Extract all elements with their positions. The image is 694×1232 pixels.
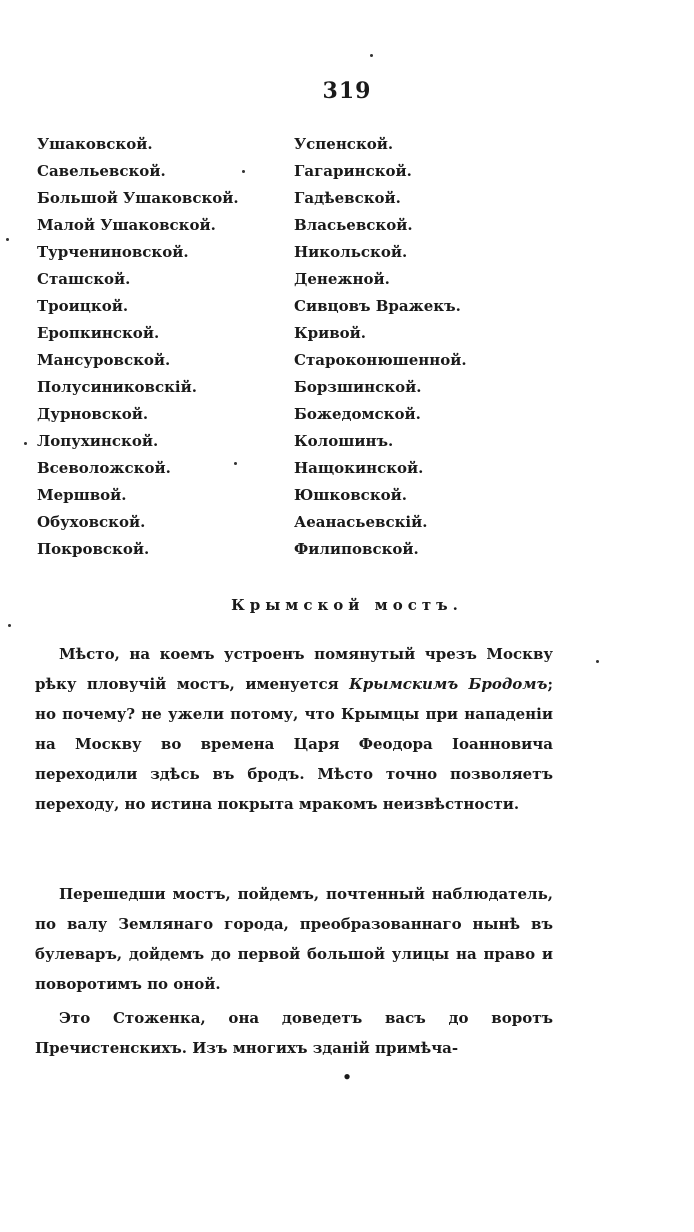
street-item: Аеанасьевскiй. xyxy=(294,513,428,531)
print-speck xyxy=(6,238,9,241)
street-item: Мершвой. xyxy=(37,486,127,504)
street-item: Староконюшенной. xyxy=(294,351,467,369)
print-speck xyxy=(596,660,599,663)
street-item: Еропкинской. xyxy=(37,324,160,342)
street-item: Всеволожской. xyxy=(37,459,171,477)
street-item: Сташской. xyxy=(37,270,131,288)
street-item: Покровской. xyxy=(37,540,150,558)
paragraph-stozhenka: Это Стоженка, она доведетъ васъ до воротъ Пречистенскихъ. Изъ многихъ зданiй примѣча- xyxy=(35,1009,553,1057)
street-item: Гадѣевской. xyxy=(294,189,401,207)
street-item: Божедомской. xyxy=(294,405,421,423)
street-item: Турчениновской. xyxy=(37,243,189,261)
street-item: Дурновской. xyxy=(37,405,149,423)
signature-mark: • xyxy=(342,1068,352,1086)
street-item: Успенской. xyxy=(294,135,394,153)
street-list-left xyxy=(37,131,239,563)
paragraph-crimean-ford xyxy=(35,639,553,819)
print-speck xyxy=(370,54,373,57)
street-item: Колошинъ. xyxy=(294,432,394,450)
street-item: Лопухинской. xyxy=(37,432,159,450)
street-item: Ушаковской. xyxy=(37,135,153,153)
street-item: Филиповской. xyxy=(294,540,419,558)
street-item: Большой Ушаковской. xyxy=(37,189,239,207)
street-item: Денежной. xyxy=(294,270,390,288)
paragraph-boulevard: Перешедши мостъ, пойдемъ, почтенный наблюдатель, по валу Землянаго города, преобразованнаго нынѣ въ булеваръ, дойдемъ до первой большой улицы на право и поворотимъ по оной. xyxy=(35,885,553,993)
street-item: Кривой. xyxy=(294,324,367,342)
street-item: Борзшинской. xyxy=(294,378,422,396)
street-item: Обуховской. xyxy=(37,513,146,531)
print-speck xyxy=(234,462,237,465)
print-speck xyxy=(24,442,27,445)
italic-place-name: Крымскимъ Бродомъ xyxy=(349,675,548,693)
street-item: Сивцовъ Вражекъ. xyxy=(294,297,461,315)
paragraph-text: Мѣсто, на коемъ устроенъ помянутый чрезъ Москву рѣку пловучiй мостъ, именуется xyxy=(35,645,553,693)
street-item: Гагаринской. xyxy=(294,162,412,180)
street-item: Нащокинской. xyxy=(294,459,424,477)
street-item: Власьевской. xyxy=(294,216,413,234)
paragraph-text: ; но почему? не ужели потому, что Крымцы при нападенiи на Москву во времена Царя Феодора Iоанновича переходили здѣсь въ бродъ. Мѣсто точно позволяетъ переходу, но истина покрыта мракомъ неизвѣстности. xyxy=(35,675,553,813)
print-speck xyxy=(8,624,11,627)
street-item: Савельевской. xyxy=(37,162,166,180)
street-item: Малой Ушаковской. xyxy=(37,216,216,234)
street-item: Никольской. xyxy=(294,243,408,261)
street-list-right xyxy=(294,131,467,563)
street-item: Полусиниковскiй. xyxy=(37,378,197,396)
street-item: Троицкой. xyxy=(37,297,129,315)
section-heading: Крымской мостъ. xyxy=(231,596,463,614)
street-item: Юшковской. xyxy=(294,486,408,504)
page-number: 319 xyxy=(322,78,372,104)
print-speck xyxy=(242,170,245,173)
street-item: Мансуровской. xyxy=(37,351,171,369)
